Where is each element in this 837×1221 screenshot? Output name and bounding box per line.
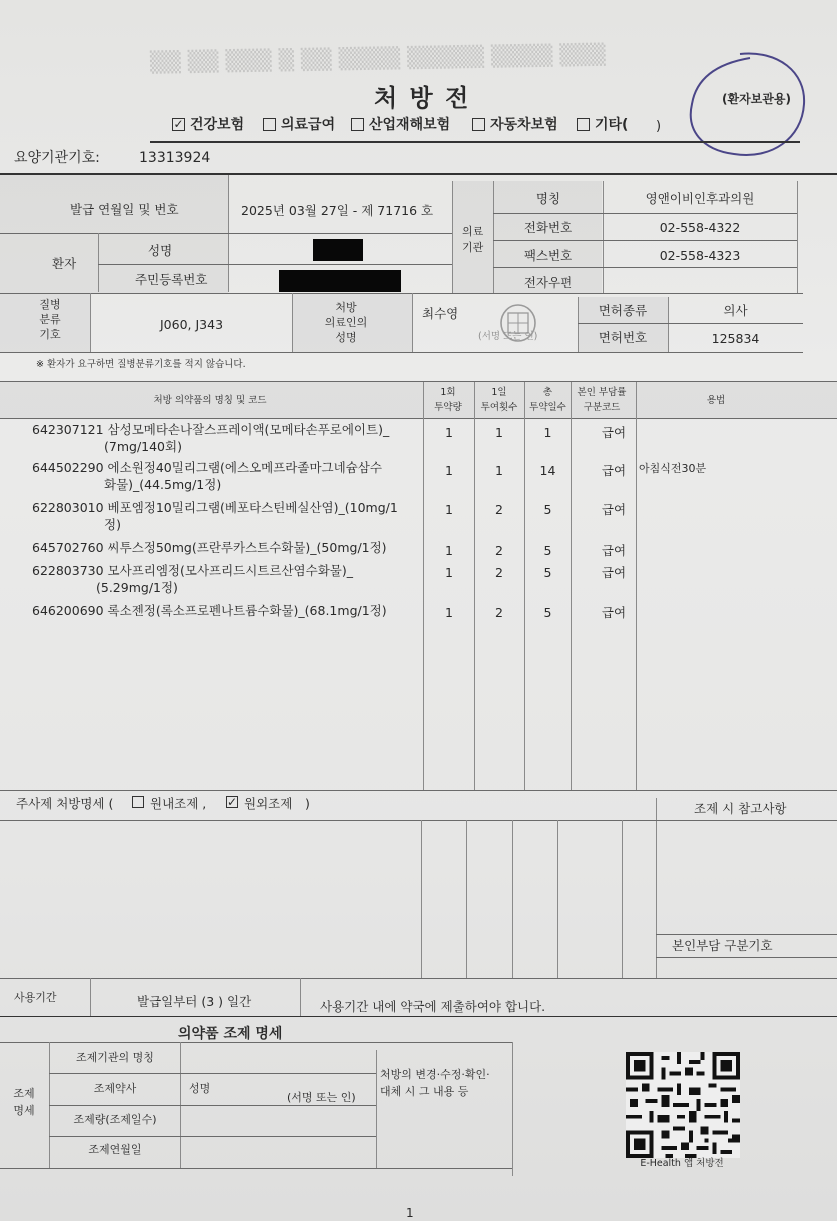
med-row-3-name: 622803010 베포엠정10밀리그램(베포타스틴베실산염)_(10mg/1 (32, 500, 398, 515)
injection-in-label: 원내조제 , (150, 796, 207, 811)
doctor-label-3: 성명 (335, 331, 357, 344)
med-row-1-copay: 급여 (601, 425, 627, 440)
med-row-4-name: 645702760 씨투스정50mg(프란루카스트수화물)_(50mg/1정) (32, 540, 387, 555)
med-col-line-1 (423, 382, 424, 790)
dispense-side-2: 명세 (13, 1104, 35, 1117)
injection-out-label: 원외조제 (244, 796, 293, 811)
med-row-5-freq: 2 (495, 565, 503, 580)
bleed-through-text: ▒▒ ▒▒ ▒▒▒ ▒ ▒▒ ▒▒▒▒ ▒▒▒▒▒ ▒▒▒▒ ▒▒▒ (149, 42, 606, 74)
disease-divider (90, 293, 91, 353)
med-row-2-name-cont: 화물)_(44.5mg/1정) (104, 477, 222, 492)
insurance-checkbox-auto[interactable] (472, 118, 485, 131)
injection-row-bottom (0, 820, 837, 821)
dispense-change-1: 처방의 변경·수정·확인· (380, 1068, 490, 1081)
med-row-2-dose: 1 (445, 463, 453, 478)
institution-row-label-name: 명칭 (535, 191, 561, 206)
med-row-6-freq: 2 (495, 605, 503, 620)
dispense-row-2-bottom (49, 1105, 376, 1106)
dispense-row-1-label: 조제기관의 명칭 (76, 1051, 154, 1064)
med-header-freq-2: 투여횟수 (480, 402, 518, 413)
med-col-line-2 (474, 382, 475, 790)
issue-bottom-line (0, 233, 452, 234)
license-mid-row (578, 323, 803, 324)
med-row-3-name-cont: 정) (104, 517, 121, 532)
institution-code: 13313924 (139, 150, 211, 166)
med-row-5-name: 622803730 모사프리엠정(모사프리드시트르산염수화물)_ (32, 563, 353, 578)
institution-label-1: 의료 (462, 225, 484, 238)
med-row-5-dose: 1 (445, 565, 453, 580)
med-table-top (0, 381, 837, 382)
doctor-sign-text: (서명 또는 인) (478, 331, 538, 342)
validity-row-top (0, 978, 837, 979)
med-col-line-3 (524, 382, 525, 790)
patient-name-label: 성명 (148, 243, 173, 258)
qr-code-icon (626, 1052, 740, 1158)
doctor-name: 최수영 (422, 306, 459, 321)
dispense-title-bottom (0, 1042, 512, 1043)
copay-label-top (656, 934, 837, 935)
validity-period: 발급일부터 (3 ) 일간 (137, 994, 252, 1009)
validity-label: 사용기간 (14, 991, 57, 1004)
med-row-2-copay: 급여 (601, 463, 627, 478)
doctor-label-1: 처방 (335, 301, 357, 314)
med-header-copay-1: 본인 부담률 (577, 387, 627, 398)
insurance-label-auto: 자동차보험 (490, 117, 558, 133)
insurance-checkbox-etc[interactable] (577, 118, 590, 131)
insurance-etc-close: ) (656, 119, 662, 134)
injection-col-line-2 (466, 820, 467, 978)
disease-label-1: 질병 (39, 298, 61, 311)
institution-row-line-1 (493, 213, 797, 214)
institution-row-label-phone: 전화번호 (523, 220, 573, 235)
issue-label: 발급 연월일 및 번호 (70, 202, 179, 217)
dispense-row-4-label: 조제연월일 (88, 1143, 142, 1156)
doctor-label-left (292, 293, 293, 353)
doctor-label-2: 의료인의 (324, 316, 368, 329)
copay-label-bottom (656, 957, 837, 958)
patient-label: 환자 (52, 256, 77, 271)
med-header-copay-2: 구분코드 (583, 402, 621, 413)
med-row-2-freq: 1 (495, 463, 503, 478)
disease-row-top (0, 293, 803, 294)
ref-left-line (656, 798, 657, 978)
med-header-freq-1: 1일 (491, 387, 507, 398)
institution-code-label: 요양기관기호: (14, 150, 100, 166)
injection-col-line-1 (421, 820, 422, 978)
dispense-bottom (0, 1168, 512, 1169)
med-header-name: 처방 의약품의 명칭 및 코드 (153, 395, 267, 406)
med-row-2-name: 644502290 에소원정40밀리그램(에스오메프라졸마그네슘삼수 (32, 460, 382, 475)
institution-label-2: 기관 (462, 241, 484, 254)
dispense-row-2-label: 조제약사 (93, 1082, 137, 1095)
med-row-3-dose: 1 (445, 502, 453, 517)
disease-label-3: 기호 (39, 328, 61, 341)
injection-col-line-4 (557, 820, 558, 978)
med-row-4-copay: 급여 (601, 543, 627, 558)
qr-caption: E-Health 앱 처방전 (640, 1158, 724, 1169)
med-col-line-4 (571, 382, 572, 790)
doctor-seal-icon (498, 302, 538, 344)
dispense-row-3-label: 조제량(조제일수) (73, 1113, 157, 1126)
insurance-checkbox-medical-aid[interactable] (263, 118, 276, 131)
insurance-checkbox-industrial[interactable] (351, 118, 364, 131)
disease-code-note: ※ 환자가 요구하면 질병분류기호를 적지 않습니다. (36, 359, 246, 370)
dispense-title: 의약품 조제 명세 (178, 1026, 283, 1042)
issue-value: 2025년 03월 27일 - 제 71716 호 (241, 203, 434, 218)
institution-row-line-2 (493, 240, 797, 241)
med-row-1-name: 642307121 삼성모메타손나잘스프레이액(모메타손푸로에이트)_ (32, 422, 390, 437)
rule-top (150, 141, 800, 143)
med-row-6-days: 5 (543, 605, 552, 620)
institution-right-line (797, 181, 798, 293)
document-title: 처 방 전 (374, 84, 471, 112)
med-row-1-dose: 1 (445, 425, 453, 440)
validity-row-bottom (0, 1016, 837, 1017)
license-no-label: 면허번호 (598, 330, 648, 345)
pharmacist-name-label: 성명 (189, 1082, 211, 1095)
med-header-bottom (0, 418, 837, 419)
license-no: 125834 (711, 331, 760, 346)
institution-row-value-name: 영앤이비인후과의원 (645, 191, 755, 206)
redacted-patient-name (313, 239, 363, 261)
insurance-label-medical-aid: 의료급여 (281, 117, 336, 133)
injection-label: 주사제 처방명세 ( (16, 796, 114, 811)
institution-row-label-email: 전자우편 (523, 275, 573, 290)
license-type-label: 면허종류 (598, 303, 648, 318)
doctor-label-right (412, 293, 413, 353)
injection-close: ) (305, 796, 310, 811)
validity-divider-2 (300, 978, 301, 1016)
med-header-usage: 용법 (706, 395, 726, 406)
med-row-1-days: 1 (543, 425, 552, 440)
patient-copy-label: (환자보관용) (722, 92, 791, 106)
injection-col-line-3 (512, 820, 513, 978)
injection-col-line-5 (622, 820, 623, 978)
med-row-1-name-cont: (7mg/140회) (104, 439, 182, 454)
insurance-checkbox-health[interactable]: ✓ (173, 117, 184, 131)
injection-out-checkbox[interactable]: ✓ (227, 795, 238, 809)
validity-divider-1 (90, 978, 91, 1016)
dispense-change-left (376, 1050, 377, 1168)
dispense-change-right (512, 1042, 513, 1176)
dispense-side-1: 조제 (13, 1087, 35, 1100)
patient-divider (98, 233, 99, 292)
disease-label-2: 분류 (39, 313, 61, 326)
pharmacist-sign: (서명 또는 인) (287, 1091, 356, 1104)
license-type: 의사 (723, 303, 748, 318)
disease-codes: J060, J343 (160, 317, 224, 332)
institution-left-line (452, 181, 453, 293)
med-row-3-days: 5 (543, 502, 552, 517)
insurance-label-etc: 기타( (595, 117, 629, 133)
med-row-4-dose: 1 (445, 543, 453, 558)
institution-row-value-phone: 02-558-4322 (659, 220, 741, 235)
med-row-5-copay: 급여 (601, 565, 627, 580)
med-row-2-usage: 아침식전30분 (639, 462, 707, 475)
disease-row-bottom (0, 352, 803, 353)
med-row-3-copay: 급여 (601, 502, 627, 517)
validity-note: 사용기간 내에 약국에 제출하여야 합니다. (320, 999, 546, 1014)
institution-row-label-fax: 팩스번호 (523, 248, 573, 263)
dispense-change-2: 대체 시 그 내용 등 (380, 1085, 469, 1098)
patient-rrn-label: 주민등록번호 (135, 272, 208, 287)
med-row-5-name-cont: (5.29mg/1정) (96, 580, 178, 595)
dispense-row-3-bottom (49, 1136, 376, 1137)
med-row-6-dose: 1 (445, 605, 453, 620)
med-row-4-days: 5 (543, 543, 552, 558)
med-row-4-freq: 2 (495, 543, 503, 558)
med-row-6-copay: 급여 (601, 605, 627, 620)
med-row-2-days: 14 (539, 463, 556, 478)
page-number: 1 (406, 1206, 414, 1220)
redacted-patient-rrn (279, 270, 401, 292)
insurance-label-industrial: 산업재해보험 (369, 117, 451, 133)
med-row-3-freq: 2 (495, 502, 503, 517)
med-header-dose-1: 1회 (440, 387, 456, 398)
copay-label: 본인부담 구분기호 (672, 938, 773, 953)
patient-mid-line (98, 264, 452, 265)
med-row-5-days: 5 (543, 565, 552, 580)
med-header-days-2: 투약일수 (529, 402, 566, 413)
institution-row-line-3 (493, 267, 797, 268)
med-header-days-1: 총 (542, 387, 553, 398)
med-header-dose-2: 투약량 (434, 402, 462, 413)
dispense-row-1-bottom (49, 1073, 376, 1074)
med-row-1-freq: 1 (495, 425, 503, 440)
injection-row-top (0, 790, 837, 791)
insurance-label-health: 건강보험 (190, 117, 245, 133)
institution-row-value-fax: 02-558-4323 (659, 248, 741, 263)
med-col-line-5 (636, 382, 637, 790)
ref-label: 조제 시 참고사항 (694, 801, 787, 816)
med-row-6-name: 646200690 록소젠정(록소프로펜나트륨수화물)_(68.1mg/1정) (32, 603, 387, 618)
injection-in-checkbox[interactable] (132, 796, 144, 808)
